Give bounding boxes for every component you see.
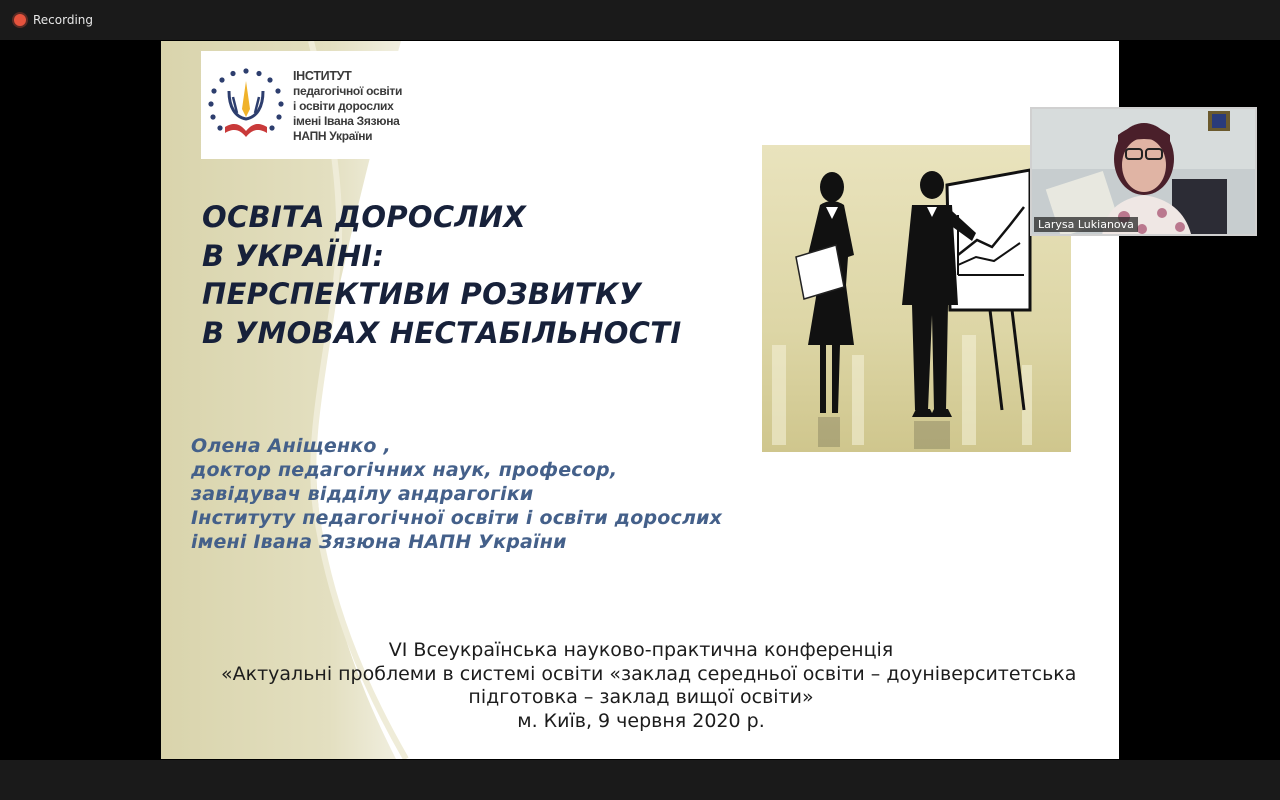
title-line: В УМОВАХ НЕСТАБІЛЬНОСТІ (202, 315, 682, 350)
author-line: Олена Аніщенко , (191, 435, 391, 457)
slide-title (202, 198, 722, 352)
recording-label: Recording (33, 13, 94, 27)
author-line: Інституту педагогічної освіти і освіти дорослих (191, 507, 723, 529)
title-line: ОСВІТА ДОРОСЛИХ (202, 200, 527, 234)
participant-video-tile[interactable] (1030, 107, 1257, 236)
logo-line: ІНСТИТУТ (293, 69, 352, 83)
logo-line: педагогічної освіти (293, 84, 403, 98)
author-line: імені Івана Зязюна НАПН України (191, 531, 567, 553)
institute-logo (201, 51, 417, 159)
logo-line: і освіти дорослих (293, 99, 394, 113)
conference-line: м. Київ, 9 червня 2020 р. (517, 709, 765, 732)
logo-line: НАПН України (293, 129, 373, 143)
institute-name (293, 69, 413, 144)
shared-slide (161, 41, 1119, 759)
participant-name-tag: Larysa Lukianova (1034, 217, 1138, 232)
author-line: доктор педагогічних наук, професор, (191, 459, 618, 481)
title-line: В УКРАЇНІ: (202, 238, 385, 273)
top-bar (0, 0, 1280, 40)
institute-emblem-icon (207, 67, 285, 145)
bottom-bar (0, 760, 1280, 800)
logo-line: імені Івана Зязюна (293, 114, 400, 128)
conference-info (221, 639, 1077, 733)
author-info (191, 434, 751, 554)
business-presentation-illustration (762, 145, 1071, 452)
recording-indicator-icon (14, 14, 26, 26)
conference-line: підготовка – заклад вищої освіти» (468, 686, 814, 708)
conference-line: VI Всеукраїнська науково-практична конференція (388, 639, 894, 661)
conference-line: «Актуальні проблеми в системі освіти «заклад середньої освіти – доуніверситетська (221, 662, 1077, 685)
title-line: ПЕРСПЕКТИВИ РОЗВИТКУ (202, 277, 642, 311)
author-line: завідувач відділу андрагогіки (191, 483, 534, 505)
